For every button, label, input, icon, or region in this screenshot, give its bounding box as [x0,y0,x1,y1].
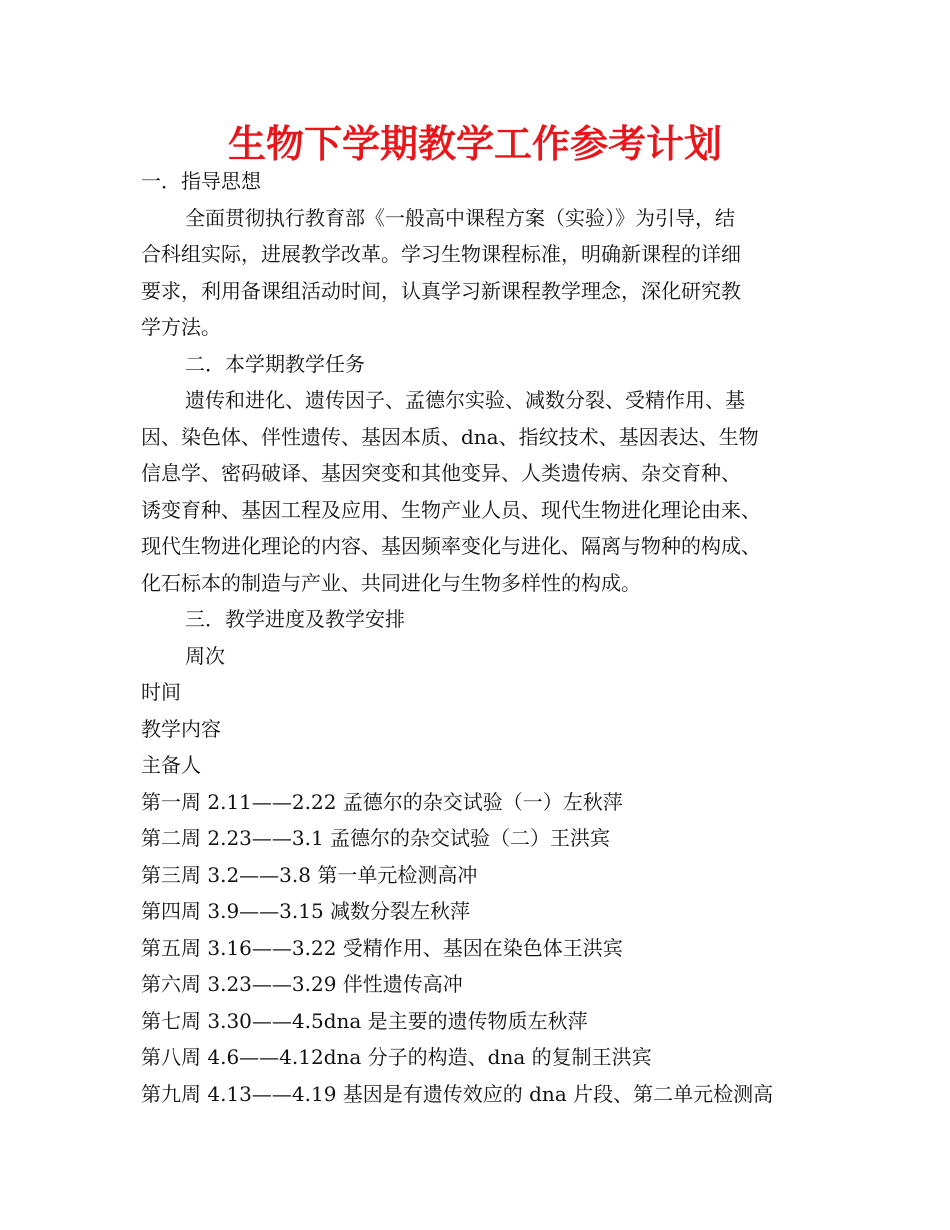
text-line: 主备人 [141,753,201,777]
text-line: 周次 [185,643,225,668]
text-line: 遗传和进化、遗传因子、孟德尔实验、减数分裂、受精作用、基 [185,388,745,412]
text-line: 第六周 3.23——3.29 伴性遗传高冲 [141,972,463,996]
text-line: 化石标本的制造与产业、共同进化与生物多样性的构成。 [141,570,641,595]
text-line: 诱变育种、基因工程及应用、生物产业人员、现代生物进化理论由来、 [141,497,761,522]
text-line: 一．指导思想 [141,169,261,193]
text-line: 第七周 3.30——4.5dna 是主要的遗传物质左秋萍 [141,1008,588,1033]
document-body [141,163,821,1112]
text-line: 全面贯彻执行教育部《一般高中课程方案（实验）》为引导，结 [185,205,735,230]
text-line: 信息学、密码破译、基因突变和其他变异、人类遗传病、杂交育种、 [141,461,741,485]
text-line: 教学内容 [141,716,221,741]
text-line: 二．本学期教学任务 [185,351,365,376]
text-line: 第二周 2.23——3.1 孟德尔的杂交试验（二）王洪宾 [141,826,611,850]
text-line: 第三周 3.2——3.8 第一单元检测高冲 [141,862,478,887]
text-line: 现代生物进化理论的内容、基因频率变化与进化、隔离与物种的构成、 [141,534,761,558]
text-line: 三．教学进度及教学安排 [185,607,405,631]
text-line: 要求，利用备课组活动时间，认真学习新课程教学理念，深化研究教 [141,278,741,303]
text-line: 学方法。 [141,315,221,339]
text-line: 第四周 3.9——3.15 减数分裂左秋萍 [141,899,471,923]
text-line: 第九周 4.13——4.19 基因是有遗传效应的 dna 片段、第二单元检测高 [141,1081,774,1106]
text-line: 因、染色体、伴性遗传、基因本质、dna、指纹技术、基因表达、生物 [141,424,759,449]
text-line: 时间 [141,680,181,704]
document-title: 生物下学期教学工作参考计划 [227,122,722,166]
text-line: 第五周 3.16——3.22 受精作用、基因在染色体王洪宾 [141,935,623,960]
text-line: 合科组实际，进展教学改革。学习生物课程标准，明确新课程的详细 [141,242,741,266]
text-line: 第八周 4.6——4.12dna 分子的构造、dna 的复制王洪宾 [141,1045,652,1069]
text-line: 第一周 2.11——2.22 孟德尔的杂交试验（一）左秋萍 [141,789,623,814]
